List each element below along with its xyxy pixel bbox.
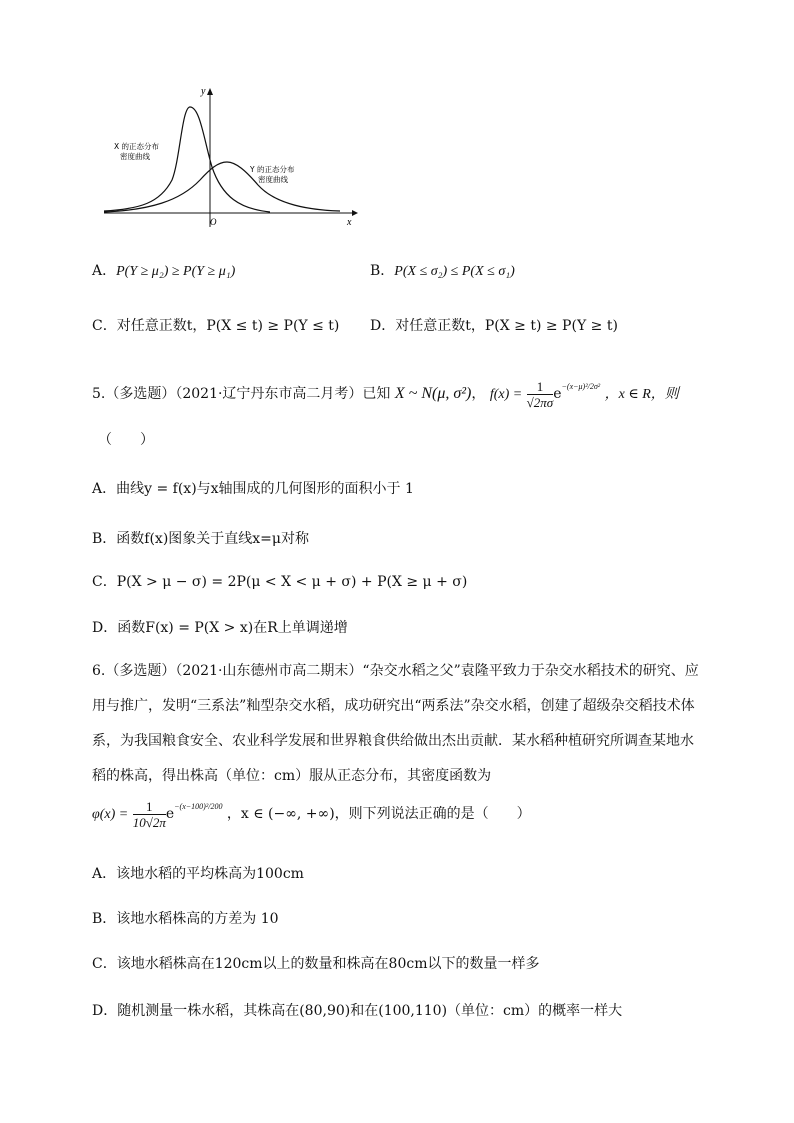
q5-stem: 5.（多选题）（2021·辽宁丹东市高二月考）已知 X ~ N(μ, σ²)， f(x) = $\frac{1}{√2\pi\sigma}$ $e^{-(x-\mu)^2/2\sigma^2}$ ，x ∈ R，则: [92, 378, 679, 410]
x-curve-label-2: 密度曲线: [120, 152, 150, 161]
q5-func-left: f(x) =: [489, 387, 523, 402]
q4-option-d-text: 对任意正数t，P(X ≥ t) ≥ P(Y ≥ t): [395, 318, 618, 334]
q4-option-b[interactable]: [370, 262, 515, 281]
y-curve-label-2: 密度曲线: [258, 175, 288, 184]
y-axis-label: y: [201, 86, 206, 97]
q6-line-2: 用与推广，发明“三系法”籼型杂交水稻，成功研究出“两系法”杂交水稻，创建了超级杂交稻技术体: [92, 698, 695, 714]
q6-func-left: φ(x) =: [92, 807, 129, 822]
origin-label: O: [210, 217, 217, 227]
q6-option-d[interactable]: D．随机测量一株水稻，其株高在(80,90)和在(100,110)（单位：cm）的概率一样大: [92, 1003, 623, 1019]
q4-option-b-text: P(X ≤ σ₂) ≤ P(X ≤ σ₁): [394, 264, 515, 279]
q5-answer-paren: （ ）: [98, 432, 154, 448]
q4-option-b-label: B．: [370, 263, 395, 279]
y-axis-arrow: [207, 88, 213, 95]
q6-frac-den: 10√2π: [132, 814, 166, 830]
q5-exponent: −(x−μ)²/2σ²: [561, 382, 601, 391]
q4-option-c-text: 对任意正数t，P(X ≤ t) ≥ P(Y ≤ t): [116, 318, 340, 334]
q6-tail: ，x ∈ (−∞, +∞)，则下列说法正确的是（ ）: [226, 806, 531, 822]
q4-option-d-label: D．: [370, 318, 396, 334]
q5-option-d[interactable]: D．函数F(x) = P(X > x)在R上单调递增: [92, 620, 348, 636]
q5-frac-num: 1: [527, 379, 554, 395]
q6-option-b[interactable]: B．该地水稻株高的方差为 10: [92, 911, 279, 927]
q5-tail: ，x ∈ R，则: [604, 387, 679, 402]
q5-fraction: [527, 379, 554, 410]
q5-option-b[interactable]: B．函数f(x)图象关于直线x=μ对称: [92, 531, 310, 547]
normal-curves-figure: [100, 85, 360, 230]
x-axis-label: x: [347, 217, 352, 228]
q6-exponent: −(x−100)²/200: [174, 802, 223, 811]
q4-option-c-label: C．: [92, 318, 117, 334]
q5-option-a[interactable]: A．曲线y = f(x)与x轴围成的几何图形的面积小于 1: [92, 481, 414, 497]
q5-head: 5.（多选题）（2021·辽宁丹东市高二月考）已知: [92, 386, 391, 402]
q4-option-c[interactable]: [92, 317, 339, 335]
x-axis-arrow: [352, 210, 358, 216]
q6-option-c[interactable]: C．该地水稻株高在120cm以上的数量和株高在80cm以下的数量一样多: [92, 956, 540, 972]
y-curve-label-1: Y 的正态分布: [250, 165, 295, 174]
q6-fraction: [133, 799, 166, 830]
q5-option-c[interactable]: C．P(X > μ − σ) = 2P(μ < X < μ + σ) + P(X ≥ μ + σ): [92, 574, 468, 590]
q6-frac-num: 1: [133, 799, 166, 815]
q5-frac-den: √2πσ: [526, 394, 554, 410]
q6-line-4: 稻的株高，得出株高（单位：cm）服从正态分布，其密度函数为: [92, 768, 492, 784]
q6-line-3: 系，为我国粮食安全、农业科学发展和世界粮食供给做出杰出贡献．某水稻种植研究所调查某地水: [92, 733, 694, 749]
q4-option-a-text: P(Y ≥ μ₂) ≥ P(Y ≥ μ₁): [116, 264, 236, 279]
x-curve-label-1: X 的正态分布: [114, 142, 160, 151]
q6-formula: φ(x) = $\frac{1}{10√2\pi}$ $e^{-(x-100)^2/200}$ ，x ∈ (−∞, +∞)，则下列说法正确的是（ ）: [92, 798, 531, 830]
q4-option-a-label: A．: [92, 263, 117, 279]
q4-option-a[interactable]: [92, 262, 235, 281]
q6-option-a[interactable]: A．该地水稻的平均株高为100cm: [92, 866, 304, 882]
q6-line-1: 6.（多选题）（2021·山东德州市高二期末）“杂交水稻之父”袁隆平致力于杂交水稻技术的研究、应: [92, 663, 699, 679]
q5-distribution: X ~ N(μ, σ²): [394, 385, 472, 402]
q4-option-d[interactable]: [370, 317, 618, 335]
